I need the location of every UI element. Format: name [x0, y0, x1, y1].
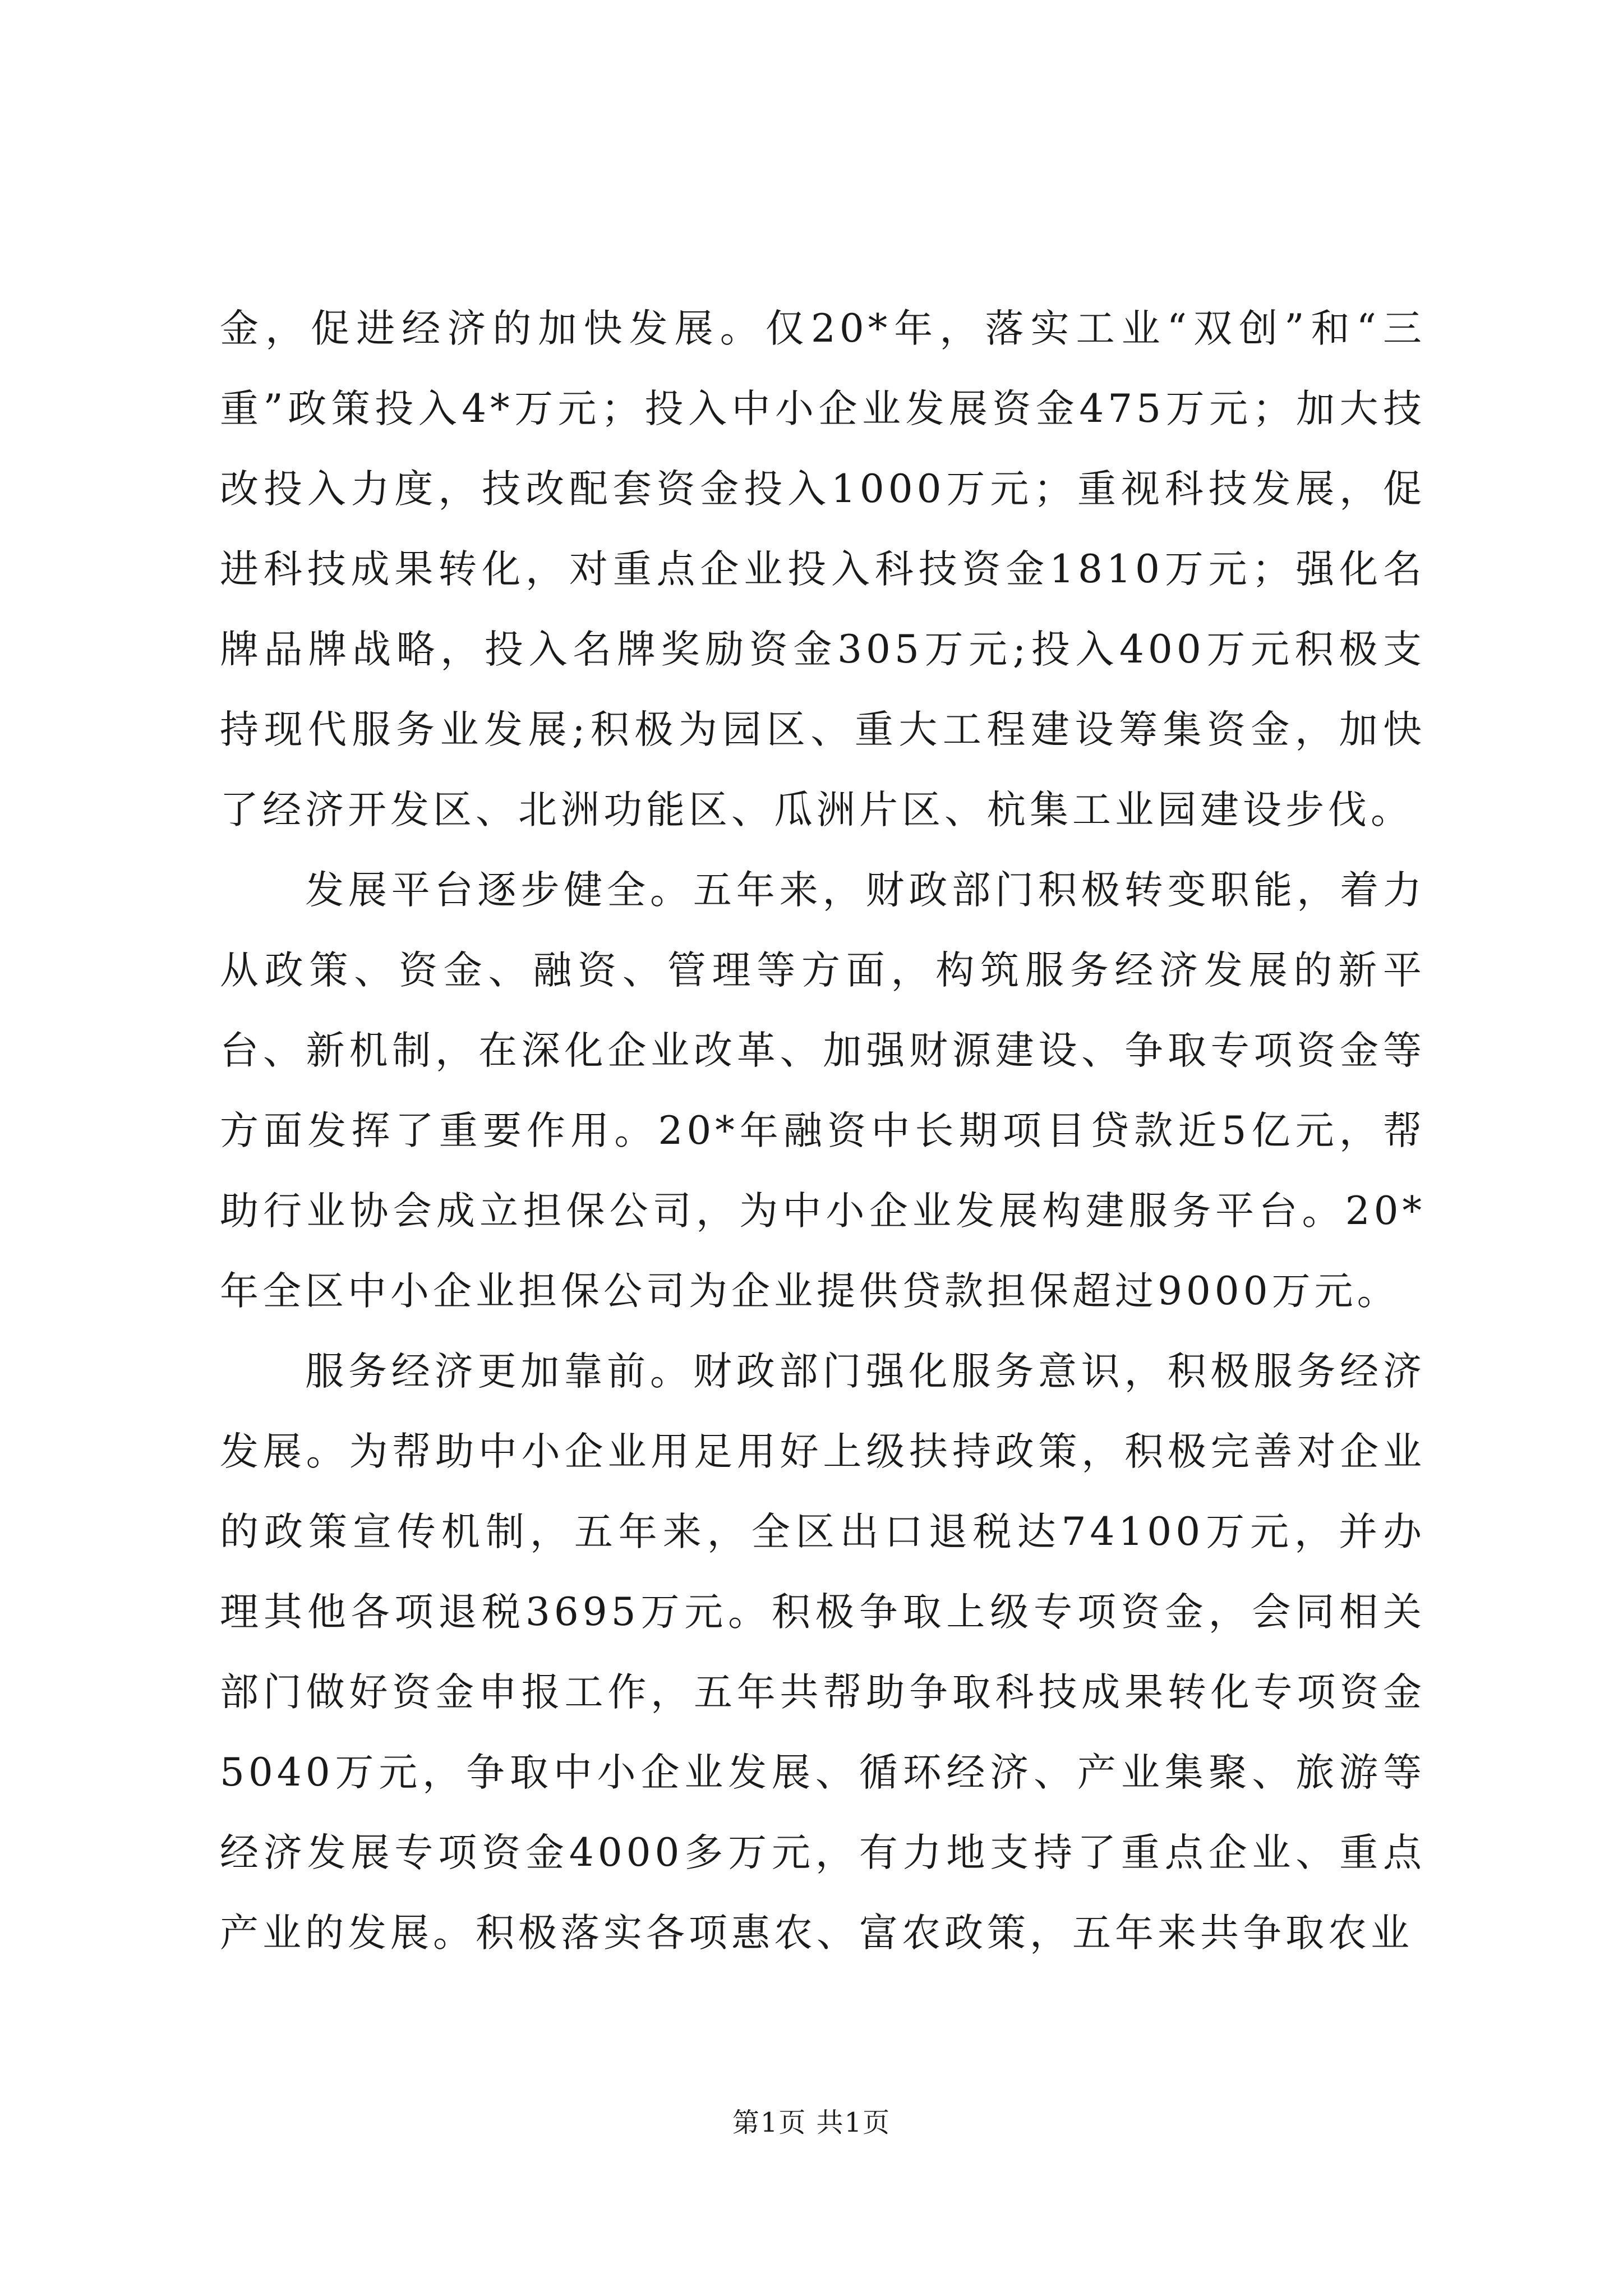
page-footer: 第1页 共1页	[732, 2107, 891, 2138]
document-body	[220, 289, 1426, 1973]
paragraph-continued: 金，促进经济的加快发展。仅20*年，落实工业“双创”和“三重”政策投入4*万元；投入中小企业发展资金475万元；加大技改投入力度，技改配套资金投入1000万元；重视科技发展，促进科技成果转化，对重点企业投入科技资金1810万元；强化名牌品牌战略，投入名牌奖励资金305万元;投入400万元积极支持现代服务业发展;积极为园区、重大工程建设筹集资金，加快了经济开发区、北洲功能区、瓜洲片区、杭集工业园建设步伐。	[220, 306, 1426, 832]
paragraph-service-economy: 服务经济更加靠前。财政部门强化服务意识，积极服务经济发展。为帮助中小企业用足用好上级扶持政策，积极完善对企业的政策宣传机制，五年来，全区出口退税达74100万元，并办理其他各项退税3695万元。积极争取上级专项资金，会同相关部门做好资金申报工作，五年共帮助争取科技成果转化专项资金5040万元，争取中小企业发展、循环经济、产业集聚、旅游等经济发展专项资金4000多万元，有力地支持了重点企业、重点产业的发展。积极落实各项惠农、富农政策，五年来共争取农业	[220, 1349, 1426, 1955]
paragraph-development-platform: 发展平台逐步健全。五年来，财政部门积极转变职能，着力从政策、资金、融资、管理等方面，构筑服务经济发展的新平台、新机制，在深化企业改革、加强财源建设、争取专项资金等方面发挥了重要作用。20*年融资中长期项目贷款近5亿元，帮助行业协会成立担保公司，为中小企业发展构建服务平台。20*年全区中小企业担保公司为企业提供贷款担保超过9000万元。	[220, 868, 1426, 1314]
